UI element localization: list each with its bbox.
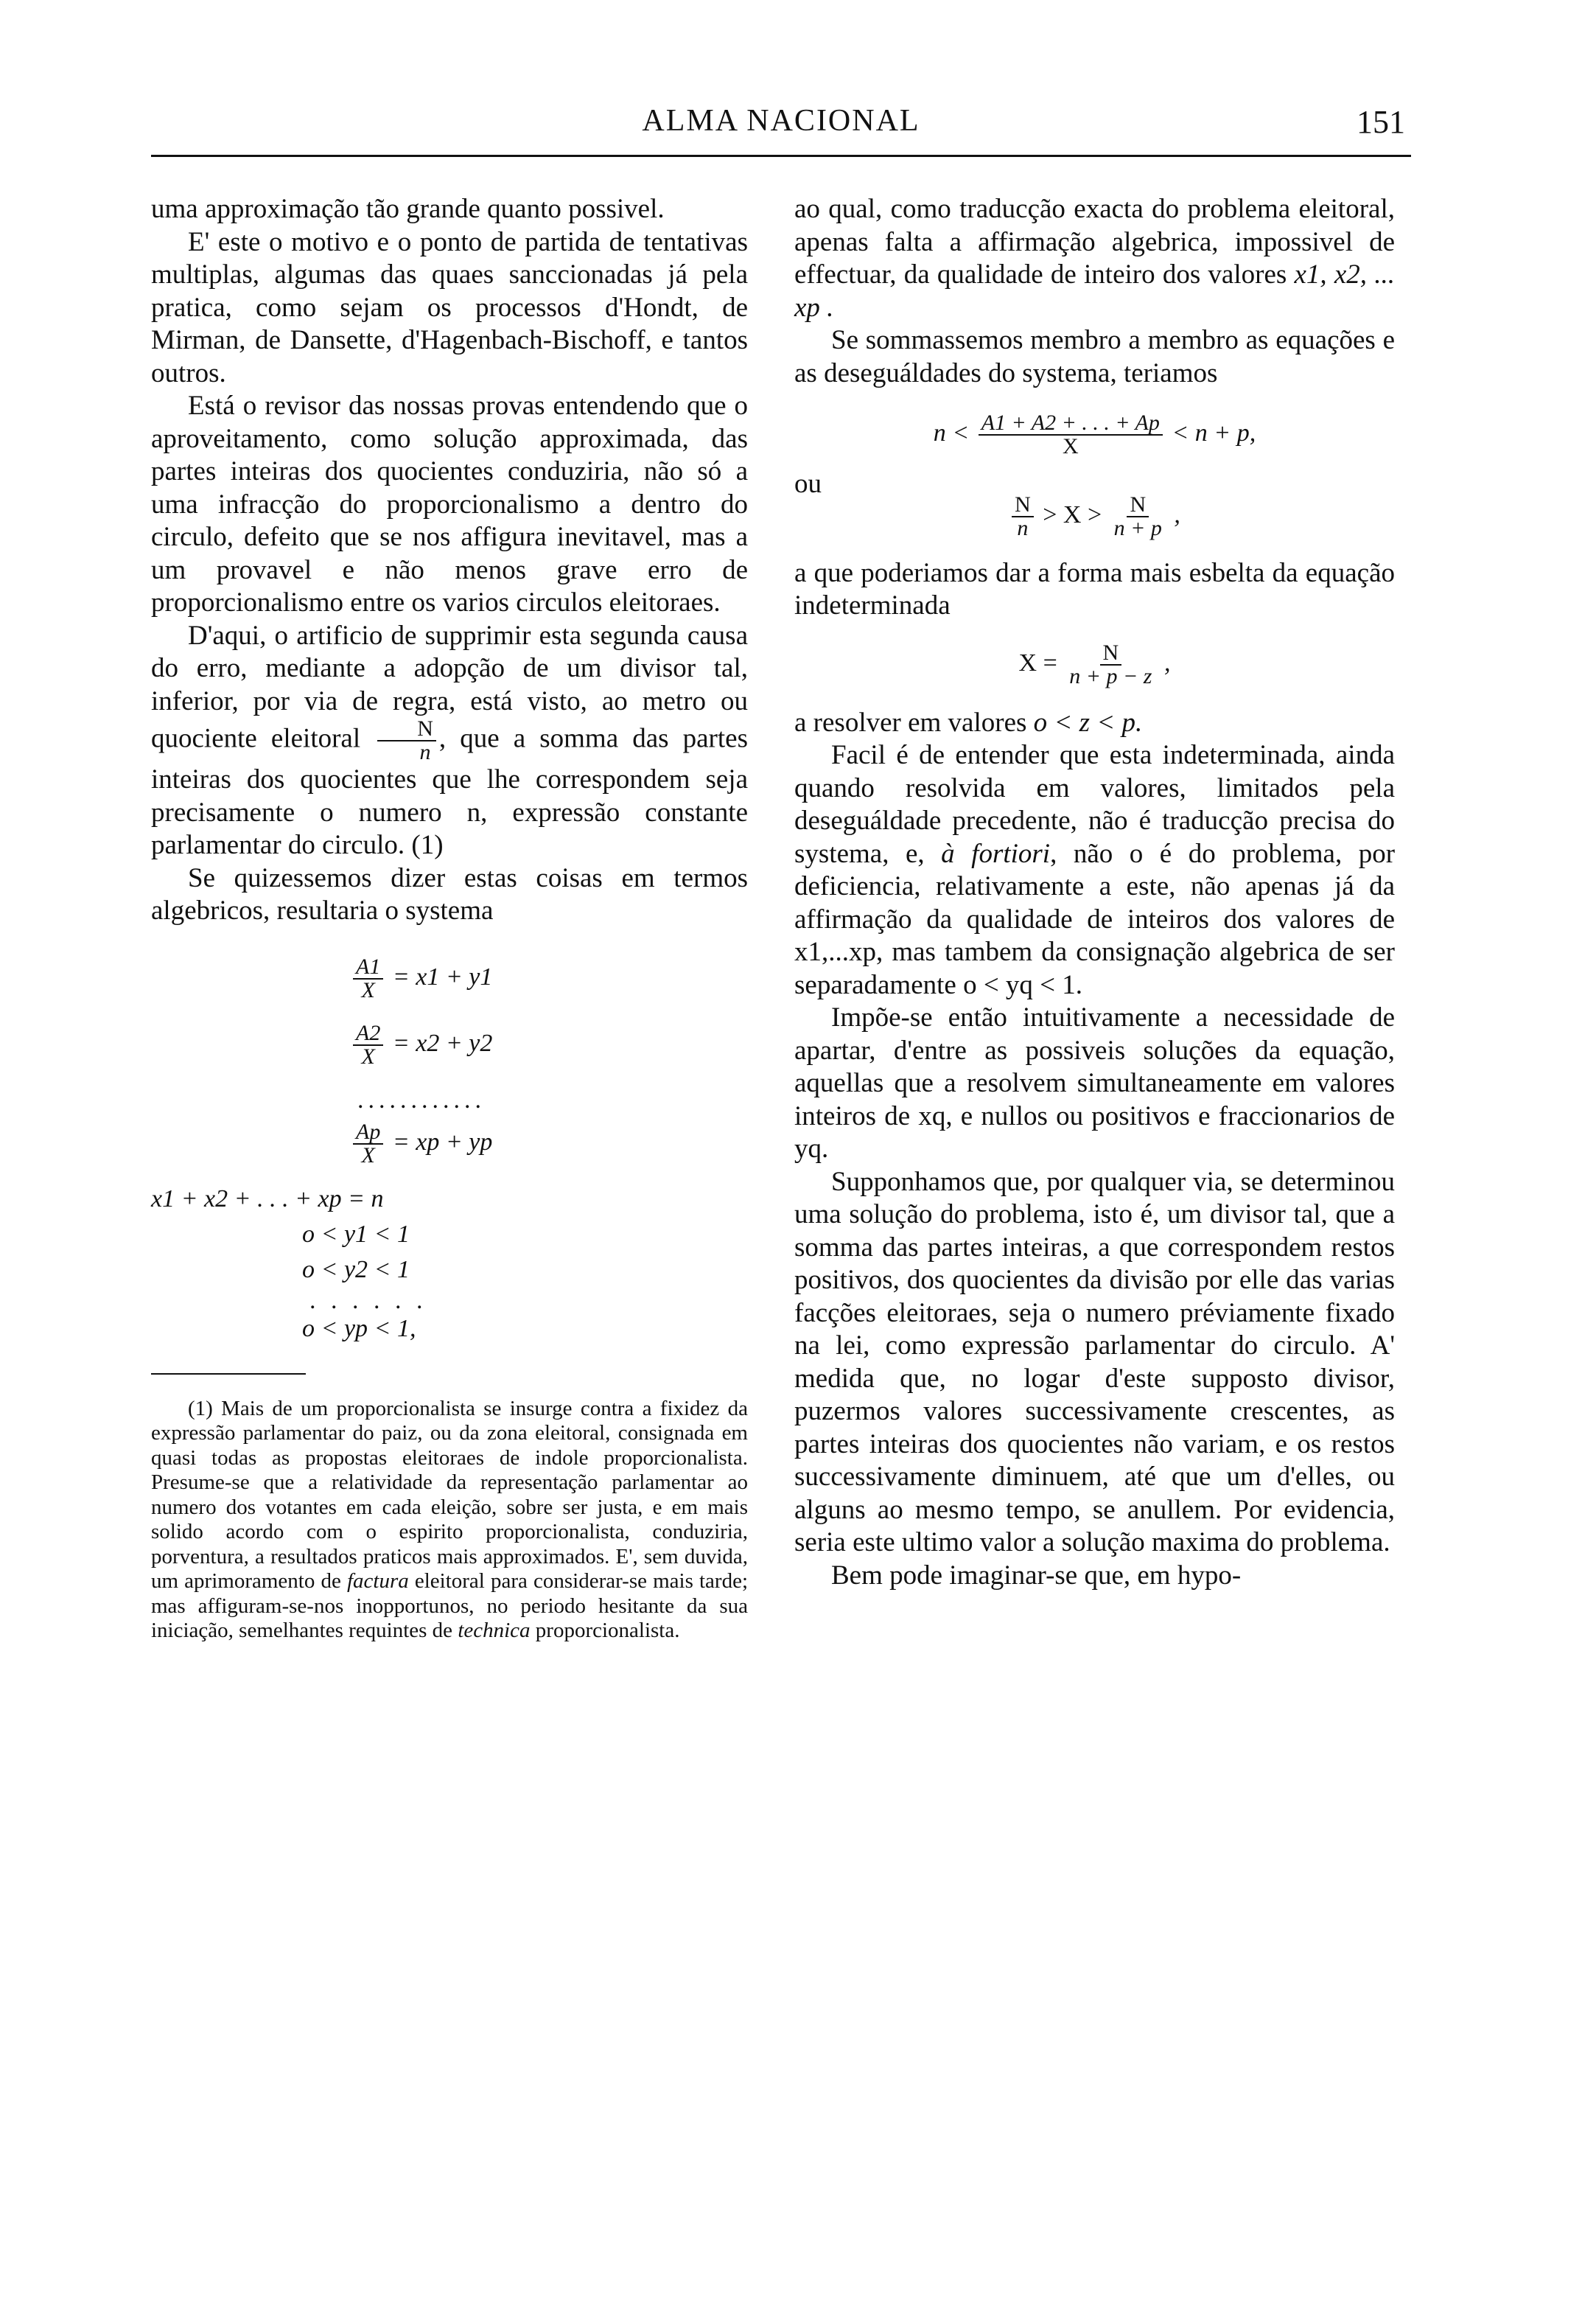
fraction: [1111, 494, 1165, 540]
fraction-numerator: N: [1127, 494, 1149, 517]
equation-row: [350, 956, 492, 1002]
paragraph-text: Facil é de entender que esta indeterminada, ainda quando resolvida em valores, limitados pela deseguáldade precedente, não é traducção precisa do systema, e,: [794, 740, 1395, 869]
footnote-rule: [151, 1373, 306, 1375]
ellipsis-row: ............: [357, 1086, 486, 1114]
fraction-denominator: X: [361, 1142, 375, 1168]
paragraph-text: D'aqui, o artificio de supprimir esta segunda causa do erro, mediante a adopção de um divisor tal, inferior, por via de regra, está visto, ao metro ou quociente eleitoral: [151, 620, 748, 754]
footnote-text: (1) Mais de um proporcionalista se insurge contra a fixidez da expressão parlamentar do paiz, ou da zona eleitoral, consignada em quasi todas as propostas eleitoraes de indole proporcionalista. Presume-se que a relatividade da representação parlamentar ao numero dos votantes em cada eleição, sobre ser justa, e em mais solido acordo com o espirito proporcionalista, conduziria, porventura, a resultados praticos mais approximados. E', sem duvida, um aprimoramento de: [151, 1396, 748, 1593]
paragraph: uma approximação tão grande quanto possivel.: [151, 194, 665, 224]
eq-left: X =: [1018, 649, 1057, 677]
fraction: [1012, 494, 1034, 540]
paragraph: Está o revisor das nossas provas entendendo que o aproveitamento, como solução approximada, das partes inteiras dos quocientes conduziria, não só a uma infracção do proporcionalismo a dentro do circulo, defeito que se nos affigura inevitavel, mas a um provavel e não menos grave erro de proporcionalismo entre os varios circulos eleitoraes.: [151, 391, 748, 618]
eq-end: ,: [1174, 500, 1180, 528]
fraction: [979, 412, 1163, 458]
running-title: ALMA NACIONAL: [642, 104, 920, 138]
equation-rhs: = x2 + y2: [392, 1029, 493, 1057]
fraction: [1066, 642, 1155, 688]
fraction: [353, 1121, 383, 1167]
eq-left: n <: [933, 419, 970, 447]
paragraph: Se quizessemos dizer estas coisas em termos algebricos, resultaria o systema: [151, 862, 748, 926]
fraction-numerator: A2: [353, 1022, 383, 1046]
paragraph: a que poderiamos dar a forma mais esbelta da equação indeterminada: [794, 557, 1395, 621]
paragraph-text: , que a somma das partes inteiras dos quocientes que lhe correspondem seja precisamente o numero n, expressão constante parlamentar do circulo. (1): [151, 723, 748, 860]
fraction-numerator: N: [377, 718, 436, 741]
paragraph: Se sommassemos membro a membro as equações e as deseguáldades do systema, teriamos: [794, 325, 1395, 388]
inequality-row: o < yp < 1,: [302, 1314, 416, 1342]
paragraph-text: a resolver em valores: [794, 707, 1027, 738]
inline-formula: o < z < p.: [1033, 707, 1143, 738]
inequality-row: o < y2 < 1: [302, 1255, 410, 1283]
right-column: [794, 193, 1395, 1592]
paragraph: [794, 193, 1395, 324]
ellipsis-row: . . . . . .: [309, 1286, 427, 1314]
equation-system: [151, 941, 748, 1354]
variable-list: x1, x2, ... xp .: [794, 259, 1396, 323]
paragraph: E' este o motivo e o ponto de partida de tentativas multiplas, algumas das quaes sanccionadas já pela pratica, como sejam os processos d'Hondt, de Mirman, de Dansette, d'Hagenbach-Bischoff, e tantos outros.: [151, 226, 748, 388]
fraction: [377, 718, 436, 764]
paragraph: [794, 707, 1395, 740]
paragraph-text: , não o é do problema, por deficiencia, relativamente a este, não apenas já da affirmação da qualidade de inteiros dos valores de x1,...xp, mas tambem da consignação algebrica de ser separadamente o < yq < 1.: [794, 838, 1396, 1000]
fraction: [353, 956, 383, 1002]
inequality-row: o < y1 < 1: [302, 1220, 410, 1248]
fraction: [353, 1022, 383, 1068]
paragraph: Supponhamos que, por qualquer via, se determinou uma solução do problema, isto é, um divisor tal, que a somma das partes inteiras, a que correspondem restos positivos, dos quocientes da divisão por elle das varias facções eleitoraes, seja o numero préviamente fixado na lei, como expressão parlamentar do circulo. A' medida que, no logar d'este supposto divisor, puzermos valores successivamente crescentes, as partes inteiras dos quocientes não variam, e os restos successivamente diminuem, até que um d'elles, ou alguns ao mesmo tempo, se anullem. Por evidencia, seria este ultimo valor a solução maxima do problema.: [794, 1166, 1395, 1557]
eq-middle: > X >: [1043, 500, 1102, 528]
equation-rhs: = xp + yp: [392, 1128, 493, 1156]
footnote-italic: factura: [346, 1569, 409, 1593]
footnote: [151, 1397, 748, 1644]
fraction-denominator: X: [361, 977, 375, 1002]
footnote-italic: technica: [458, 1619, 531, 1642]
inequality-sum: [794, 412, 1395, 458]
equation-rhs: = x1 + y1: [392, 963, 493, 991]
left-column: [151, 193, 748, 1644]
running-header: [151, 103, 1411, 157]
eq-end: ,: [1163, 649, 1171, 677]
paragraph: [151, 620, 748, 862]
paragraph: [794, 739, 1395, 1002]
equation-row: [350, 1121, 492, 1167]
fraction-numerator: A1 + A2 + . . . + Ap: [979, 412, 1163, 436]
fraction-numerator: N: [1100, 642, 1122, 666]
fraction-numerator: A1: [353, 956, 383, 980]
paragraph: Bem pode imaginar-se que, em hypo-: [831, 1560, 1242, 1591]
conjunction: ou: [794, 469, 822, 499]
fraction-numerator: Ap: [353, 1121, 383, 1145]
italic-phrase: à fortiori: [941, 838, 1051, 869]
fraction-denominator: n + p: [1113, 515, 1162, 540]
eq-right: < n + p,: [1172, 419, 1256, 447]
paragraph-text: ao qual, como traducção exacta do problema eleitoral, apenas falta a affirmação algebrica, impossivel de effectuar, da qualidade de inteiro dos valores: [794, 194, 1395, 290]
fraction-denominator: X: [361, 1044, 375, 1069]
fraction-denominator: n: [1017, 515, 1029, 540]
fraction-denominator: n: [419, 740, 431, 764]
fraction-denominator: n + p − z: [1069, 663, 1152, 688]
fraction-denominator: X: [1062, 434, 1079, 458]
footnote-text: eleitoral para considerar-se mais tarde; mas affiguram-se-nos inopportunos, no periodo hesitante da sua iniciação, semelhantes requintes de: [151, 1569, 749, 1642]
indeterminate-equation: [794, 642, 1395, 688]
fraction-numerator: N: [1012, 494, 1034, 517]
page-number: 151: [1357, 104, 1405, 140]
footnote-text: proporcionalista.: [535, 1619, 680, 1642]
paragraph: Impõe-se então intuitivamente a necessidade de apartar, d'entre as possiveis soluções da equação, aquellas que a resolvem simultaneamente em valores inteiros de xq, e nullos ou positivos e fraccionarios de yq.: [794, 1002, 1395, 1164]
equation-row: x1 + x2 + . . . + xp = n: [151, 1184, 384, 1212]
inequality-bounds: [794, 494, 1395, 540]
equation-row: [350, 1022, 492, 1068]
